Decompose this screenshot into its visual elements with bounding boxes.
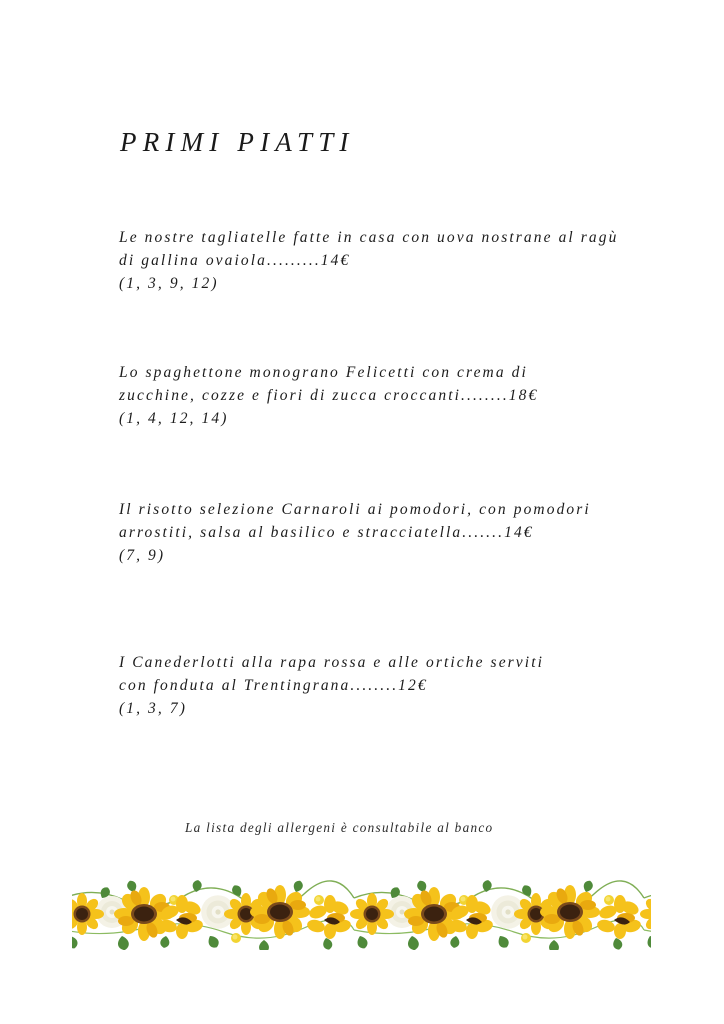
sunflower-garland-border [72,878,651,950]
dish-description-price-line: arrostiti, salsa al basilico e stracciatella.......14€ [119,524,534,541]
dish-description-line: Lo spaghettone monograno Felicetti con crema di [119,364,528,381]
dish-allergens: (1, 3, 9, 12) [119,275,219,292]
dish-allergens: (1, 4, 12, 14) [119,410,229,427]
dish-item [119,651,544,720]
dish-description-price-line: zucchine, cozze e fiori di zucca croccanti........18€ [119,387,539,404]
sunflower-garland-icon [72,878,651,950]
dish-allergens: (1, 3, 7) [119,700,187,717]
dish-description-line: Le nostre tagliatelle fatte in casa con uova nostrane al ragù [119,229,619,246]
dish-description-line: I Canederlotti alla rapa rossa e alle ortiche serviti [119,654,545,671]
dish-description-line: Il risotto selezione Carnaroli ai pomodori, con pomodori [119,501,591,518]
dish-item [119,498,591,567]
dish-item [119,361,538,430]
dish-item [119,226,619,295]
dish-allergens: (7, 9) [119,547,166,564]
dish-description-price-line: di gallina ovaiola.........14€ [119,252,351,269]
allergen-footer-note: La lista degli allergeni è consultabile al banco [185,820,494,835]
section-title: PRIMI PIATTI [120,127,355,157]
dish-description-price-line: con fonduta al Trentingrana........12€ [119,677,428,694]
